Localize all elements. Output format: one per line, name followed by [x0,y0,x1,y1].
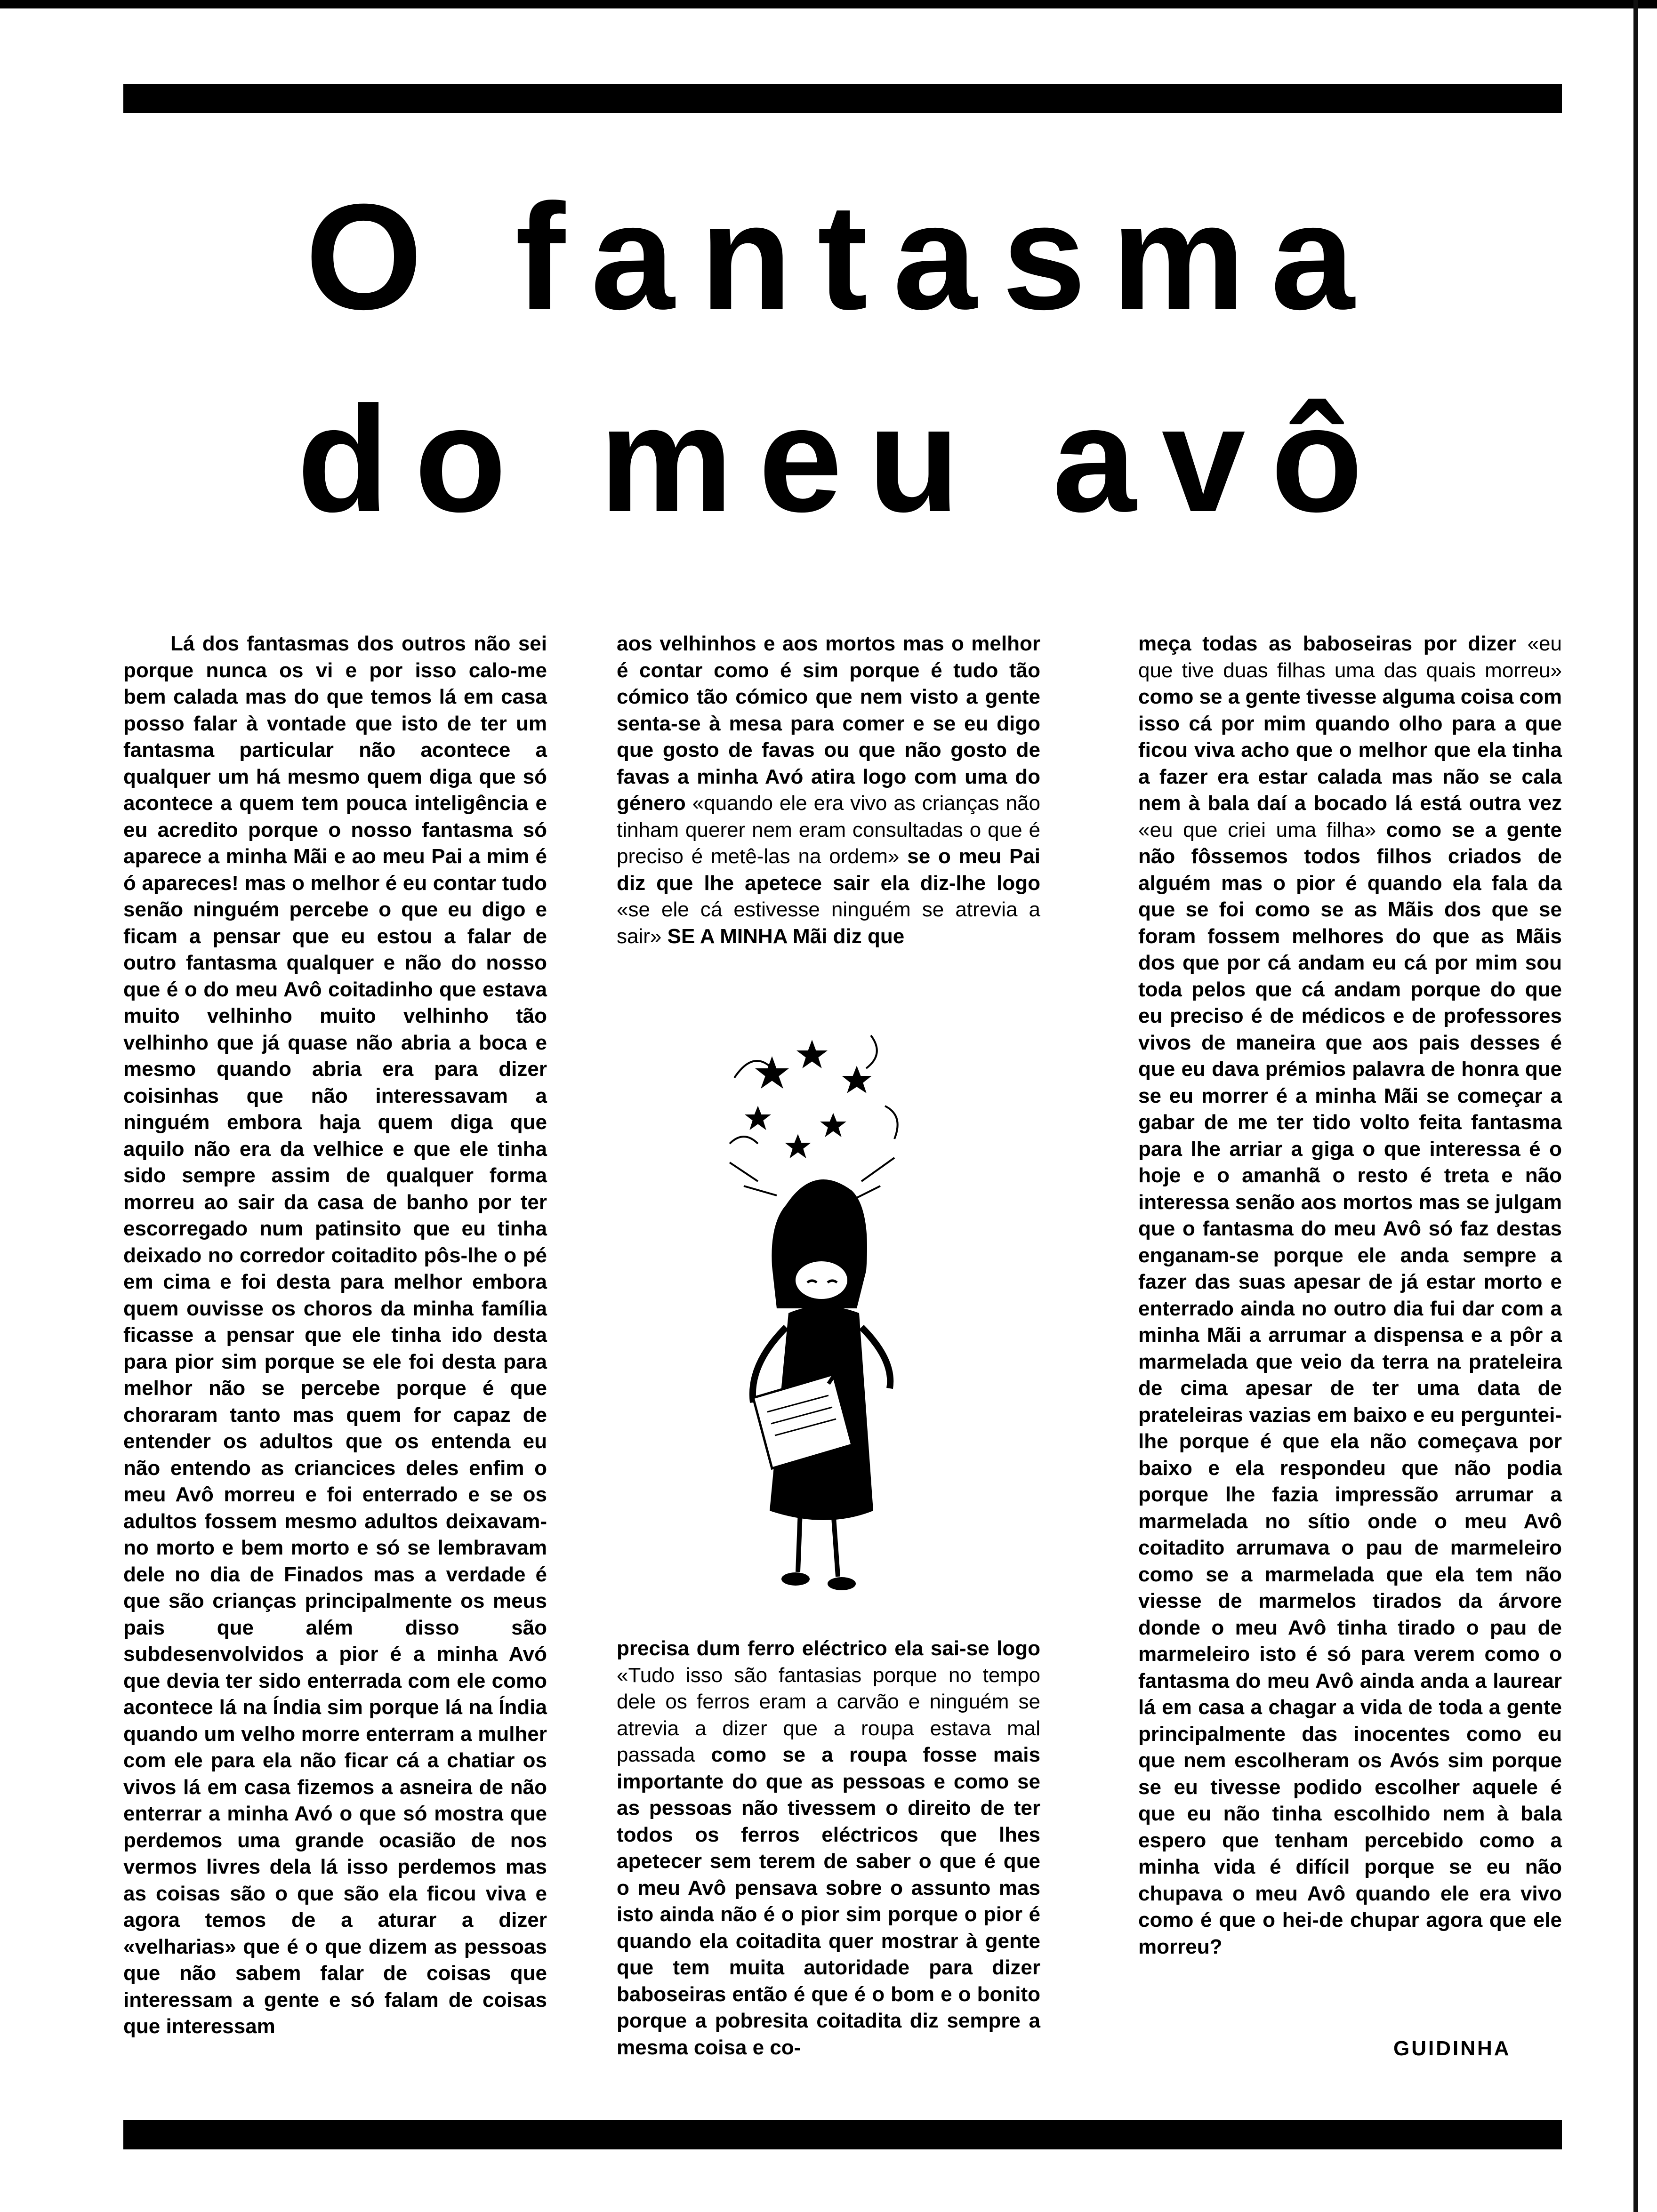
page-border-top [0,0,1657,8]
title-line-2: do meu avô [297,375,1389,543]
column-1-text: Lá dos fantasmas dos outros não sei porque nunca os vi e por isso calo-me bem calada mas do que temos lá em casa posso falar à vontade que isto de ter um fantasma particular não acontece a qualquer um há mesmo quem diga que só acontece a quem tem pouca inteligência e eu acredito porque o nosso fantasma só aparece a minha Mãi e ao meu Pai a mim é ó apareces! mas o melhor é eu contar tudo senão ninguém percebe o que eu digo e ficam a pensar que eu estou a falar de outro fantasma qualquer e não do nosso que é o do meu Avô coitadinho que estava muito velhinho muito velhinho tão velhinho que já quase não abria a boca e mesmo quando abria era para dizer coisinhas que não interessavam a ninguém embora haja quem diga que aquilo não era da velhice e que ele tinha sido sempre assim de qualquer forma morreu ao sair da casa de banho por ter escorregado num patinsito que eu tinha deixado no corredor coitadito pôs-lhe o pé em cima e foi desta para melhor embora quem ouvisse os choros da minha família ficasse a pensar que ele tinha ido desta para pior sim porque se ele foi desta para melhor não se percebe porque é que choraram tanto mas quem for capaz de entender os adultos que os entenda eu não entendo as criancices deles enfim o meu Avô morreu e foi enterrado e se os adultos fossem mesmo adultos deixavam-no morto e bem morto e só se lembravam dele no dia de Finados mas a verdade é que são crianças principalmente os meus pais que além disso são subdesenvolvidos a pior é a minha Avó que devia ter sido enterrada com ele como acontece lá na Índia sim porque lá na Índia quando um velho morre enterram a mulher com ele para ela não ficar cá a chatiar os vivos lá em casa fizemos a asneira de não enterrar a minha Avó o que só mostra que perdemos uma grande ocasião de nos vermos livres dela lá isso perdemos mas as coisas são o que são ela ficou viva e agora temos de a aturar a dizer «velharias» que é o que dizem as pessoas que não sabem falar de coisas que interessam a gente e só falam de coisas que interessam [123,632,547,2038]
title-line-1: O fantasma [305,172,1380,341]
bottom-black-rule [123,2120,1562,2149]
article-column-1 [123,631,547,2071]
column-2-bottom-part-b: como se a roupa fosse mais importante do que as pessoas e como se as pessoas não tivessem o direito de ter todos os ferros eléctricos que lhes apetecer sem terem de saber o que é que o meu Avô pensava sobre o assunto mas isto ainda não é o pior sim porque o pior é quando ela coitadita quer mostrar à gente que tem muita autoridade para dizer baboseiras então é que é o bom e o bonito porque a pobresita coitadita diz sempre a mesma coisa e co- [617,1743,1040,2059]
column-3-quote-1: «eu que tive duas filhas uma das quais morreu» [1138,632,1562,682]
column-3-text [1138,631,1562,1960]
column-2-top-part-c: SE A MINHA Mãi diz que [667,924,905,948]
article-title [123,155,1562,560]
column-2-bottom-text [617,1635,1040,2061]
article-column-3 [1138,631,1562,2005]
dizzy-stars-icon [730,1035,898,1200]
column-2-bottom-part-a: precisa dum ferro eléctrico ela sai-se logo [617,1637,1040,1660]
top-black-rule [123,84,1562,113]
column-2-top-quote-2: «se ele cá estivesse ninguém se atrevia a sair» [617,898,1040,948]
page-border-right [1633,0,1638,2212]
article-column-2-bottom [617,1635,1040,2071]
article-column-2-top [617,631,1040,951]
column-3-part-c: como se a gente não fôssemos todos filhos criados de alguém mas o pior é quando ela fala da que se foi como se as Mãis dos que se foram fossem melhores do que as Mãis dos que por cá andam eu cá por mim sou toda pelos que cá andam porque do que eu preciso é de médicos e de professores vivos de maneira que aos pais desses é que eu dava prémios palavra de honra que se eu morrer é a minha Mãi se começar a gabar de me ter tido volto feita fantasma para lhe arriar a giga o que interessa é o hoje e o amanhã o resto é treta e não interessa senão aos mortos mas se julgam que o fantasma do meu Avô só faz destas enganam-se porque ele anda sempre a fazer das suas apesar de já estar morto e enterrado ainda no outro dia fui dar com a minha Mãi a arrumar a dispensa e a pôr a marmelada que veio da terra na prateleira de cima apesar de ter uma data de prateleiras vazias em baixo e eu perguntei-lhe porque é que ela não começava por baixo e ela respondeu que não podia porque lhe fazia impressão arrumar a marmelada no sítio onde o meu Avô coitadito arrumava o pau de marmeleiro como se a marmelada que ela tem não viesse de marmelos tirados da árvore donde o meu Avô tinha tirado o pau de marmeleiro isto é só para verem como o fantasma do meu Avô ainda anda a laurear lá em casa a chagar a vida de toda a gente principalmente das inocentes como eu que nem escolheram os Avós sim porque se eu tivesse podido escolher aquele é que eu não tinha escolhido nem à bala espero que tenham percebido como a minha vida é difícil porque se eu não chupava o meu Avô quando ele era vivo como é que o hei-de chupar agora que ele morreu? [1138,818,1562,1958]
column-2-top-quote-1: «quando ele era vivo as crianças não tinham querer nem eram consultadas o que é preciso é metê-las na ordem» [617,792,1040,868]
column-2-bottom-quote-1: «Tudo isso são fantasias porque no tempo dele os ferros eram a carvão e ninguém se atrevia a dizer que a roupa estava mal passada [617,1663,1040,1766]
column-2-top-text [617,631,1040,950]
column-2-top-part-a: aos velhinhos e aos mortos mas o melhor é contar como é sim porque é tudo tão cómico tão cómico que nem visto a gente senta-se à mesa para comer e se eu digo que gosto de favas ou que não gosto de favas a minha Avó atira logo com uma do género [617,632,1040,815]
column-3-part-b: como se a gente tivesse alguma coisa com isso cá por mim quando olho para a que ficou viva acho que o melhor que ela tinha a fazer era estar calada mas não se cala nem à bala daí a bocado lá está outra vez [1138,685,1562,815]
column-3-part-a: meça todas as baboseiras por dizer [1138,632,1516,655]
column-2-top-part-b: se o meu Pai diz que lhe apetece sair ela diz-lhe logo [617,845,1040,895]
author-signature: GUIDINHA [1393,2037,1511,2060]
column-3-quote-2: «eu que criei uma filha» [1138,818,1376,842]
girl-writing-illustration [716,1007,960,1605]
